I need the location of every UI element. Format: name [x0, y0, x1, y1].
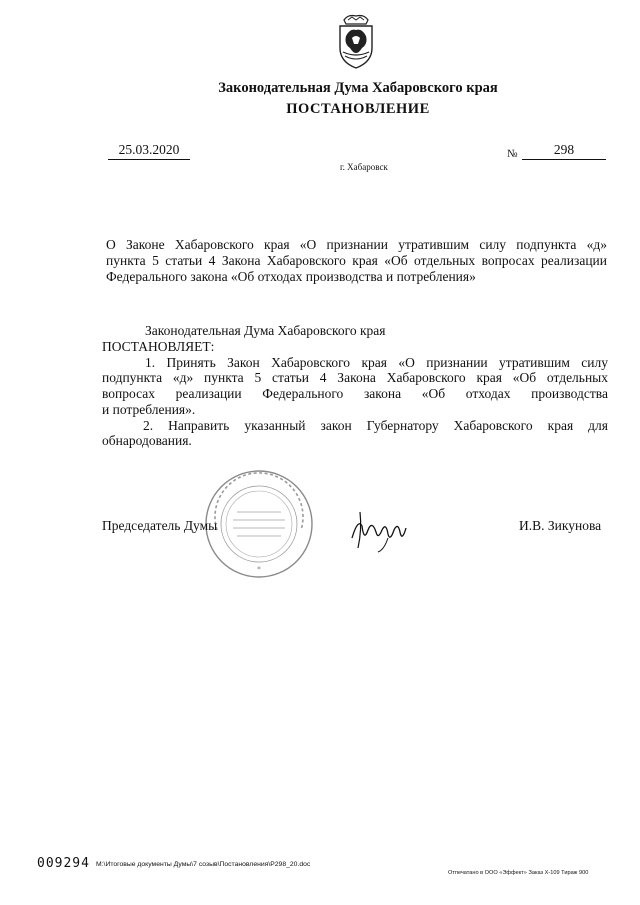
signatory-role: Председатель Думы	[102, 518, 218, 533]
subject-line: О Законе Хабаровского края «О признании утратившим силу подпункта «д»	[106, 237, 607, 252]
body-resolves: ПОСТАНОВЛЯЕТ:	[102, 338, 215, 354]
document-number: 298	[522, 142, 606, 160]
handwritten-signature-icon	[348, 508, 410, 554]
item1-line: подпункта «д» пункта 5 статьи 4 Закона Хабаровского края «Об отдельных	[102, 370, 608, 386]
document-subject	[106, 237, 607, 284]
city-label: г. Хабаровск	[340, 162, 388, 172]
subject-line: пункта 5 статьи 4 Закона Хабаровского края «Об отдельных вопросах реализации	[106, 252, 607, 268]
item1-line: и потребления».	[102, 401, 196, 417]
footer-file-path: M:\Итоговые документы Думы\7 созыв\Постановления\P298_20.doc	[96, 861, 311, 868]
item1-line: вопросах реализации Федерального закона «Об отходах производства	[102, 386, 608, 402]
number-label: №	[507, 148, 518, 160]
document-body	[102, 323, 608, 449]
document-date: 25.03.2020	[108, 142, 190, 160]
subject-line: Федерального закона «Об отходах производства и потребления»	[106, 268, 476, 284]
signatory-name: И.В. Зикунова	[519, 518, 602, 533]
coat-of-arms-icon	[334, 14, 378, 70]
organization-title: Законодательная Дума Хабаровского края	[218, 80, 498, 96]
official-seal-icon	[203, 468, 315, 580]
item2-line: 2. Направить указанный закон Губернатору Хабаровского края для	[143, 417, 608, 433]
body-intro: Законодательная Дума Хабаровского края	[145, 323, 386, 338]
footer-document-number: 009294	[37, 856, 90, 871]
svg-text:*: *	[257, 565, 261, 574]
footer-print-info: Отпечатано в ООО «Эффект» Заказ Х-109 Тираж 900	[448, 870, 589, 876]
item2-line: обнародования.	[102, 433, 192, 449]
item1-line: 1. Принять Закон Хабаровского края «О признании утратившим силу	[145, 354, 608, 370]
document-type: ПОСТАНОВЛЕНИЕ	[286, 101, 430, 117]
